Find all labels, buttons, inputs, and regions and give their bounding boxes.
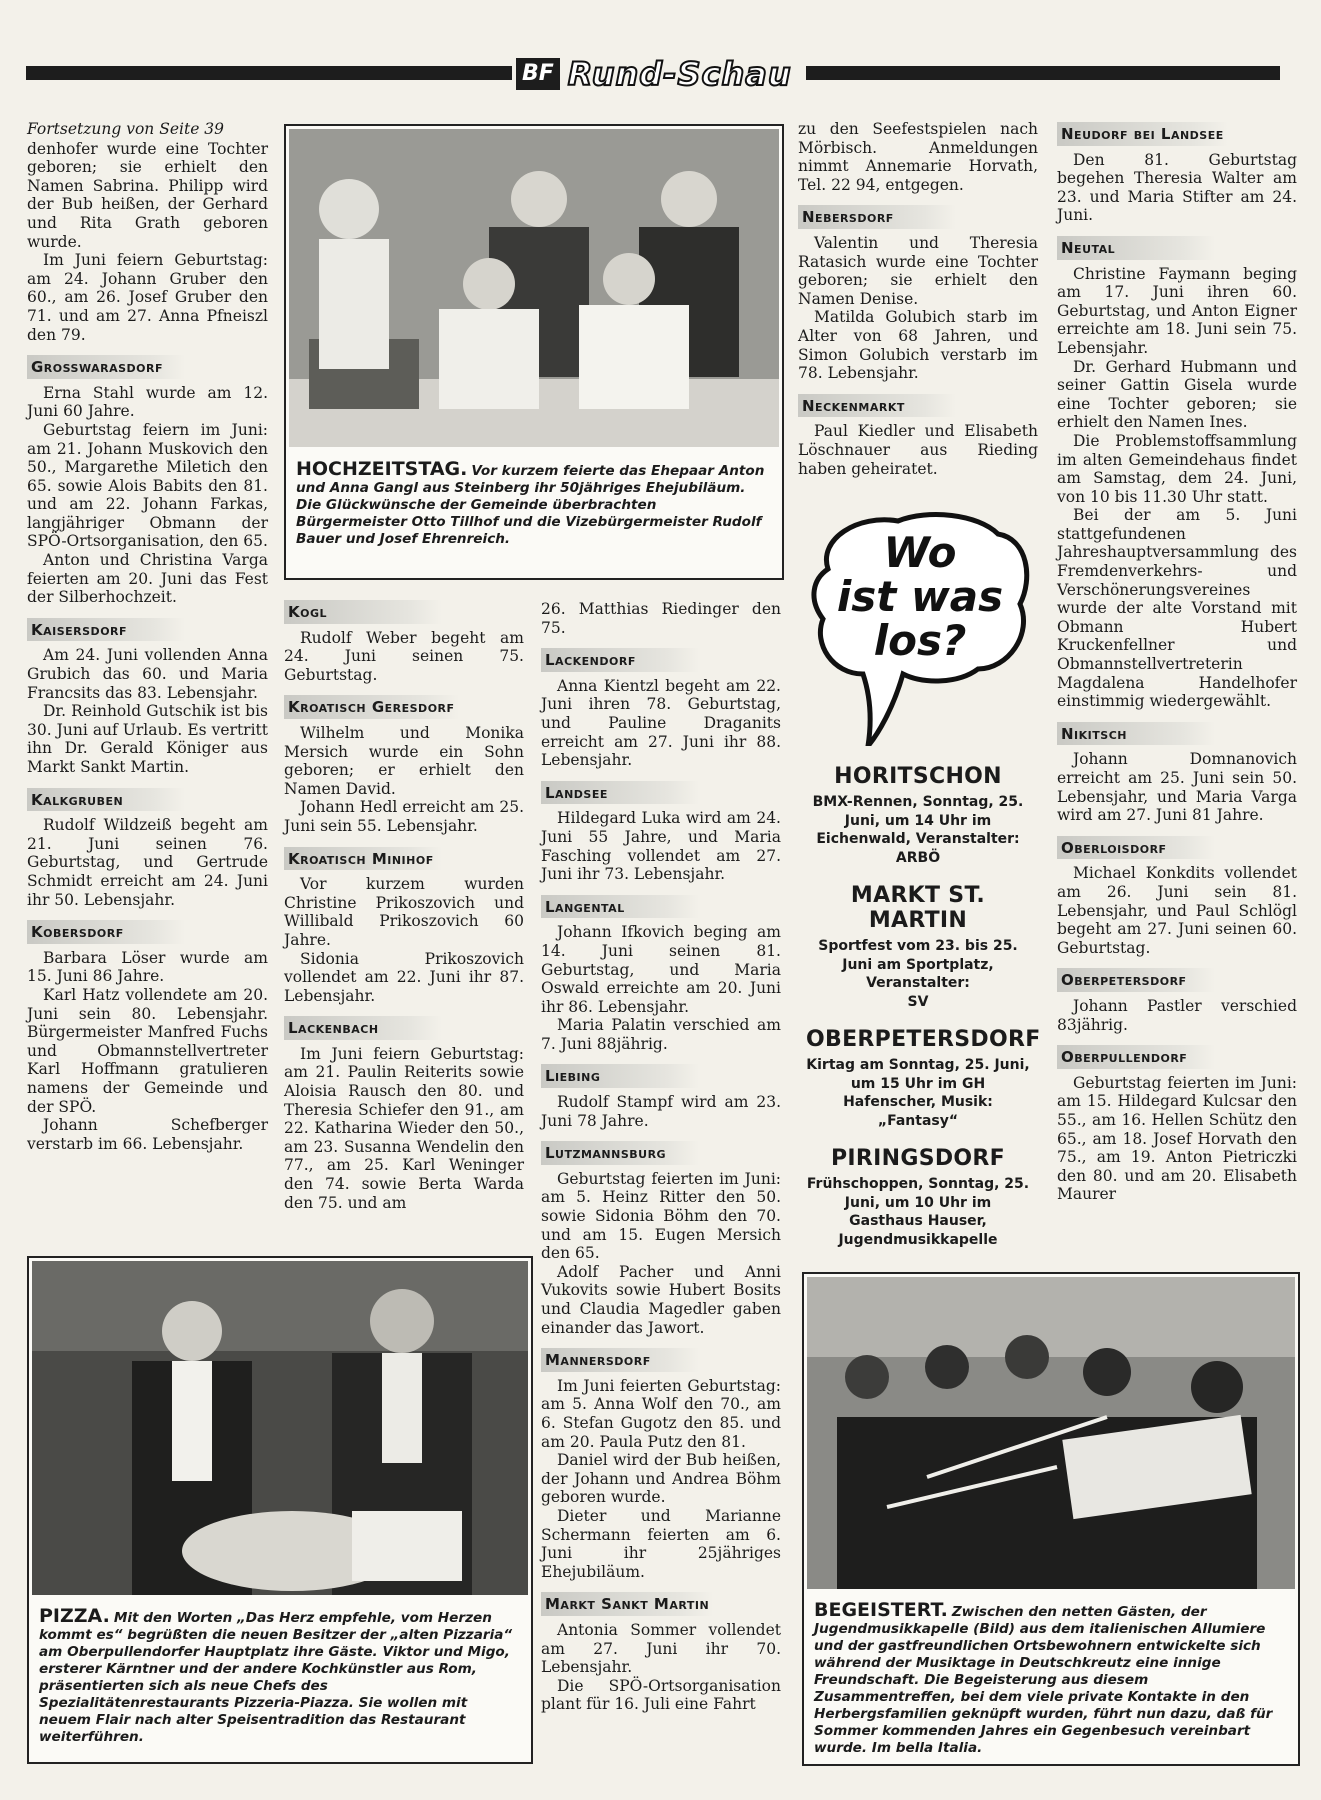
column-2 xyxy=(284,592,524,1212)
article-text: Johann Hedl erreicht am 25. Juni sein 55. Lebensjahr. xyxy=(284,798,524,835)
event-place: MARKT ST. MARTIN xyxy=(850,883,986,933)
continued-note: Fortsetzung von Seite 39 xyxy=(27,120,225,138)
article-text: 26. Matthias Riedinger den 75. xyxy=(541,600,781,637)
heading-langental: Langental xyxy=(541,895,699,919)
wedding-photo-image xyxy=(289,129,779,447)
heading-kalkgruben: Kalkgruben xyxy=(27,788,185,812)
heading-markt-sankt-martin: Markt Sankt Martin xyxy=(541,1592,713,1616)
band-photo-image xyxy=(807,1277,1295,1589)
heading-kroatisch-minihof: Kroatisch Minihof xyxy=(284,847,442,871)
article-text: Im Juni feierten Geburtstag: am 5. Anna Wolf den 70., am 6. Stefan Gugotz den 85. und am 20. Paula Putz den 81. xyxy=(541,1376,781,1451)
heading-nikitsch: Nikitsch xyxy=(1057,722,1215,746)
logo-abbrev: BF xyxy=(516,58,560,90)
event-item xyxy=(806,883,1030,1011)
event-text: Frühschoppen, Sonntag, 25. Juni, um 10 Uhr im Gasthaus Hauser, Jugendmusikkapelle xyxy=(806,1176,1030,1248)
article-text: Karl Hatz vollendete am 20. Juni sein 80. Lebensjahr. Bürgermeister Manfred Fuchs und Obmannstellvertreter Karl Hoffmann gratulieren namens der Gemeinde und der SPÖ. xyxy=(27,985,268,1116)
article-text: Bei der am 5. Juni stattgefundenen Jahreshauptversammlung des Fremdenverkehrs- und Verschönerungsvereines wurde der alte Vorstand mit Obmann Hubert Kruckenfellner und Obmannstellvertreterin Magdalena Handelhofer einstimmig wiedergewählt. xyxy=(1057,506,1297,711)
article-text: Dr. Reinhold Gutschik ist bis 30. Juni auf Urlaub. Es vertritt ihn Dr. Gerald Königer aus Markt Sankt Martin. xyxy=(27,702,268,776)
section-logo xyxy=(516,56,802,92)
article-text: Christine Faymann beging am 17. Juni ihren 60. Geburtstag, und Anton Eigner erreichte am 18. Juni sein 75. Lebensjahr. xyxy=(1057,264,1297,357)
event-text: Kirtag am Sonntag, 25. Juni, um 15 Uhr im GH Hafenscher, Musik: „Fantasy“ xyxy=(806,1057,1030,1129)
photo-wedding-anniversary xyxy=(284,124,784,580)
article-text: Johann Domnanovich erreicht am 25. Juni sein 50. Lebensjahr, und Maria Varga wird am 27. Juni 81 Jahre. xyxy=(1057,750,1297,825)
caption-lead: PIZZA. xyxy=(39,1605,110,1627)
column-4 xyxy=(1057,120,1297,1204)
heading-lutzmannsburg: Lutzmannsburg xyxy=(541,1141,699,1165)
heading-nebersdorf: Nebersdorf xyxy=(798,205,956,229)
heading-landsee: Landsee xyxy=(541,781,699,805)
article-text: Sidonia Prikoszovich vollendet am 22. Juni ihr 87. Lebensjahr. xyxy=(284,949,524,1005)
heading-grosswarasdorf: Grosswarasdorf xyxy=(27,355,185,379)
event-organizer: SV xyxy=(907,993,929,1010)
photo-youth-band xyxy=(802,1272,1300,1766)
article-text: Am 24. Juni vollenden Anna Grubich das 60. und Maria Francsits das 83. Lebensjahr. xyxy=(27,646,268,702)
pizza-caption xyxy=(39,1605,521,1746)
event-organizer: ARBÖ xyxy=(895,849,941,866)
header-rule-right xyxy=(806,66,1280,80)
event-place: PIRINGSDORF xyxy=(831,1146,1005,1171)
bubble-line-2: ist was xyxy=(836,572,1004,621)
article-text: Johann Schefberger verstarb im 66. Lebensjahr. xyxy=(27,1116,268,1153)
event-text: BMX-Rennen, Sonntag, 25. Juni, um 14 Uhr im Eichenwald, Veranstalter: xyxy=(812,794,1024,847)
article-text: Im Juni feiern Geburtstag: am 21. Paulin Reiterits sowie Aloisia Rausch den 80. und Theresia Schiefer den 91., am 22. Katharina Wieder den 50., am 23. Susanna Wendelin den 77., am 25. Karl Weninger den 74. sowie Berta Warda den 75. und am xyxy=(284,1044,524,1212)
event-text: Sportfest vom 23. bis 25. Juni am Sportplatz, Veranstalter: xyxy=(818,938,1018,991)
article-text: denhofer wurde eine Tochter geboren; sie erhielt den Namen Sabrina. Philipp wird der Bub heißen, der Gerhard und Rita Grath geboren wurde. xyxy=(27,139,268,251)
heading-lackenbach: Lackenbach xyxy=(284,1016,442,1040)
wedding-caption xyxy=(296,458,772,548)
article-text: Geburtstag feierten im Juni: am 15. Hildegard Kulcsar den 55., am 16. Hellen Schütz den 65., am 18. Josef Horvath den 75., am 19. Anton Pietriczki den 80. und am 20. Elisabeth Maurer xyxy=(1057,1073,1297,1204)
heading-oberpetersdorf: Oberpetersdorf xyxy=(1057,968,1215,992)
event-item xyxy=(806,1027,1041,1130)
article-text: Anna Kientzl begeht am 22. Juni ihren 78. Geburtstag, und Pauline Draganits erreicht am 27. Juni ihr 88. Lebensjahr. xyxy=(541,676,781,770)
event-item xyxy=(806,1146,1030,1249)
events-list xyxy=(806,758,1041,1265)
heading-kobersdorf: Kobersdorf xyxy=(27,920,185,944)
article-text: Hildegard Luka wird am 24. Juni 55 Jahre, und Maria Fasching vollendet am 27. Juni ihr 73. Lebensjahr. xyxy=(541,809,781,884)
header-rule-left xyxy=(26,66,512,80)
caption-lead: HOCHZEITSTAG. xyxy=(296,458,468,480)
article-text: Wilhelm und Monika Mersich wurde ein Sohn geboren; er erhielt den Namen David. xyxy=(284,723,524,798)
caption-text: Vor kurzem feierte das Ehepaar Anton und Anna Gangl aus Steinberg ihr 50jähriges Ehejubiläum. Die Glückwünsche der Gemeinde überbrachten Bürgermeister Otto Tillhof und die Vizebürgermeister Rudolf Bauer und Josef Ehrenreich. xyxy=(296,463,765,547)
article-text: Dr. Gerhard Hubmann und seiner Gattin Gisela wurde eine Tochter geboren; sie erhielt den Namen Ines. xyxy=(1057,357,1297,432)
event-place: HORITSCHON xyxy=(834,764,1002,789)
article-text: Johann Pastler verschied 83jährig. xyxy=(1057,996,1297,1034)
article-text: Antonia Sommer vollendet am 27. Juni ihr 70. Lebensjahr. xyxy=(541,1620,781,1677)
column-1 xyxy=(27,120,268,1153)
heading-kaisersdorf: Kaisersdorf xyxy=(27,618,185,642)
heading-mannersdorf: Mannersdorf xyxy=(541,1348,699,1372)
article-text: Rudolf Wildzeiß begeht am 21. Juni seinen 76. Geburtstag, und Gertrude Schmidt erreicht am 24. Juni ihr 50. Lebensjahr. xyxy=(27,816,268,909)
article-text: Vor kurzem wurden Christine Prikoszovich und Willibald Prikoszovich 60 Jahre. xyxy=(284,875,524,949)
caption-text: Zwischen den netten Gästen, der Jugendmusikkapelle (Bild) aus dem italienischen Allumiere und der gastfreundlichen Ortsbewohnern entwickelte sich während der Musiktage in Deutschkreutz eine innige Freundschaft. Die Begeisterung aus diesem Zusammentreffen, bei dem viele private Kontakte in den Herbergsfamilien geknüpft wurden, führt nun dazu, daß für Sommer kommenden Jahres ein Gegenbesuch vereinbart wurde. Im bella Italia. xyxy=(814,1604,1273,1756)
heading-neckenmarkt: Neckenmarkt xyxy=(798,394,956,418)
event-item xyxy=(806,764,1030,867)
article-text: Michael Konkdits vollendet am 26. Juni sein 81. Lebensjahr, und Paul Schlögl begeht am 27. Juni seinen 60. Geburtstag. xyxy=(1057,864,1297,957)
heading-liebing: Liebing xyxy=(541,1064,699,1088)
article-text: Geburtstag feiern im Juni: am 21. Johann Muskovich den 50., Margarethe Miletich den 65. sowie Alois Babits den 81. und am 22. Johann Farkas, langjähriger Obmann der SPÖ-Ortsorganisation, den 65. xyxy=(27,420,268,551)
article-text: Die SPÖ-Ortsorganisation plant für 16. Juli eine Fahrt xyxy=(541,1676,781,1714)
article-text: Rudolf Weber begeht am 24. Juni seinen 75. Geburtstag. xyxy=(284,628,524,684)
photo-pizza xyxy=(27,1256,533,1764)
article-text: Daniel wird der Bub heißen, der Johann und Andrea Böhm geboren wurde. xyxy=(541,1451,781,1507)
article-text: Im Juni feiern Geburtstag: am 24. Johann Gruber den 60., am 26. Josef Gruber den 71. und am 27. Anna Pfneiszl den 79. xyxy=(27,251,268,344)
article-text: Valentin und Theresia Ratasich wurde eine Tochter geboren; sie erhielt den Namen Denise. xyxy=(798,233,1038,308)
column-middle xyxy=(541,600,781,1714)
article-text: Den 81. Geburtstag begehen Theresia Walter am 23. und Maria Stifter am 24. Juni. xyxy=(1057,150,1297,225)
events-speech-bubble xyxy=(808,509,1033,746)
article-text: Matilda Golubich starb im Alter von 68 Jahren, und Simon Golubich verstarb im 78. Lebensjahr. xyxy=(798,308,1038,383)
pizza-photo-image xyxy=(32,1261,528,1595)
bubble-line-3: los? xyxy=(873,616,967,665)
heading-kogl: Kogl xyxy=(284,600,442,624)
article-text: Adolf Pacher und Anni Vukovits sowie Hubert Bosits und Claudia Magedler gaben einander das Jawort. xyxy=(541,1262,781,1337)
heading-oberpullendorf: Oberpullendorf xyxy=(1057,1045,1215,1069)
heading-oberloisdorf: Oberloisdorf xyxy=(1057,836,1215,860)
heading-lackendorf: Lackendorf xyxy=(541,648,699,672)
article-text: Barbara Löser wurde am 15. Juni 86 Jahre. xyxy=(27,948,268,986)
column-3 xyxy=(798,120,1038,478)
article-text: Maria Palatin verschied am 7. Juni 88jährig. xyxy=(541,1016,781,1053)
caption-text: Mit den Worten „Das Herz empfehle, vom Herzen kommt es“ begrüßten die neuen Besitzer der „alten Pizzaria“ am Oberpullendorfer Hauptplatz ihre Gäste. Viktor und Migo, ersterer Kärntner und der andere Kochkünstler aus Rom, präsentierten sich als neue Chefs des Spezialitätenrestaurants Pizzeria-Piazza. Sie wollen mit neuem Flair nach alter Speisentradition das Restaurant weiterführen. xyxy=(39,1610,513,1745)
article-text: zu den Seefestspielen nach Mörbisch. Anmeldungen nimmt Annemarie Horvath, Tel. 22 94, entgegen. xyxy=(798,120,1038,194)
heading-neudorf-bei-landsee: Neudorf bei Landsee xyxy=(1057,122,1228,146)
article-text: Erna Stahl wurde am 12. Juni 60 Jahre. xyxy=(27,383,268,421)
article-text: Paul Kiedler und Elisabeth Löschnauer aus Rieding haben geheiratet. xyxy=(798,422,1038,478)
article-text: Rudolf Stampf wird am 23. Juni 78 Jahre. xyxy=(541,1093,781,1130)
section-title: Rund-Schau xyxy=(567,55,792,93)
article-text: Geburtstag feierten im Juni: am 5. Heinz Ritter den 50. sowie Sidonia Böhm den 70. und am 15. Eugen Mersich den 65. xyxy=(541,1169,781,1263)
article-text: Johann Ifkovich beging am 14. Juni seinen 81. Geburtstag, und Maria Oswald erreichte am 20. Juni ihr 86. Lebensjahr. xyxy=(541,923,781,1016)
bubble-line-1: Wo xyxy=(883,528,957,577)
heading-kroatisch-geresdorf: Kroatisch Geresdorf xyxy=(284,695,459,719)
band-caption xyxy=(814,1599,1288,1757)
article-text: Die Problemstoffsammlung im alten Gemeindehaus findet am Samstag, dem 24. Juni, von 10 bis 11.30 Uhr statt. xyxy=(1057,431,1297,506)
event-place: OBERPETERSDORF xyxy=(806,1027,1041,1052)
heading-neutal: Neutal xyxy=(1057,236,1215,260)
article-text: Dieter und Marianne Schermann feierten am 6. Juni ihr 25jähriges Ehejubiläum. xyxy=(541,1506,781,1581)
caption-lead: BEGEISTERT. xyxy=(814,1599,948,1621)
article-text: Anton und Christina Varga feierten am 20. Juni das Fest der Silberhochzeit. xyxy=(27,551,268,607)
